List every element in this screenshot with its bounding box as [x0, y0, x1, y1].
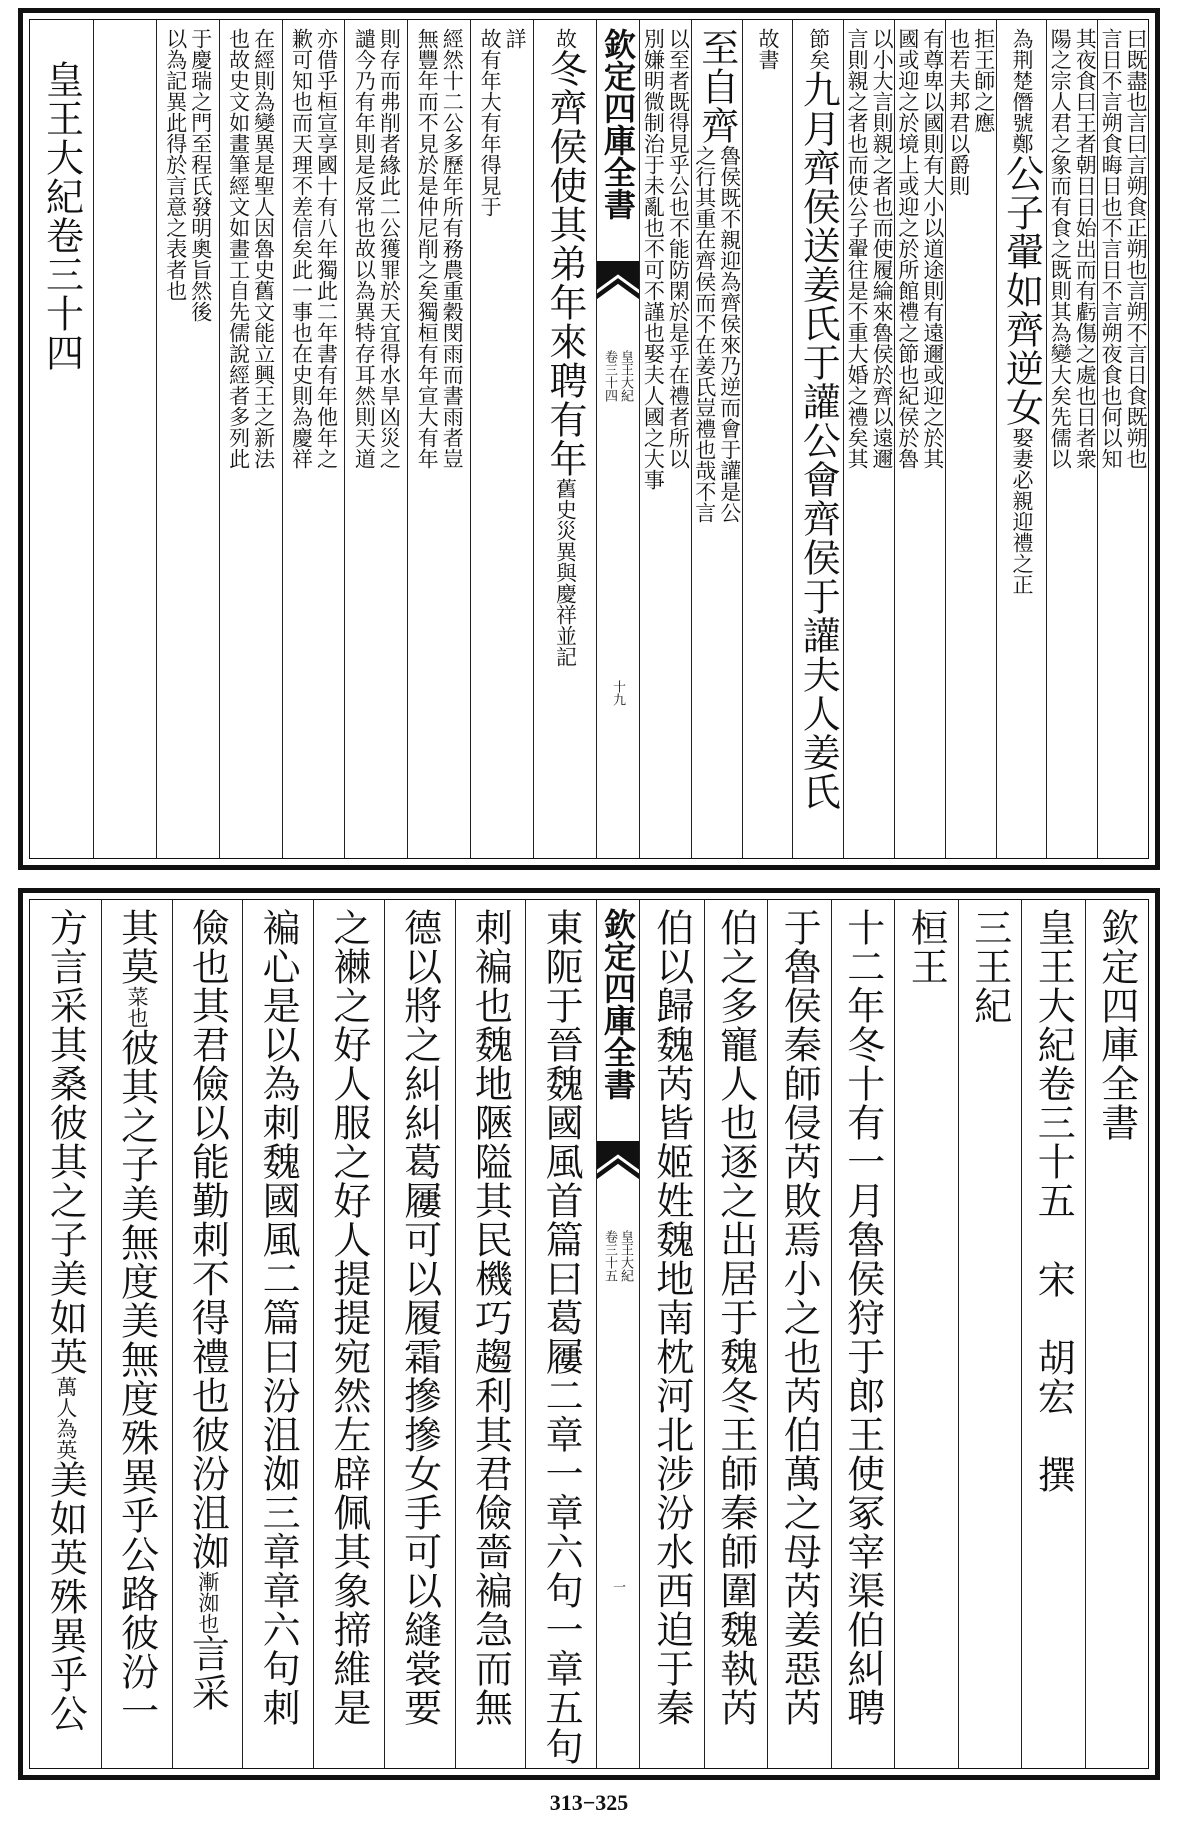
- main-text: 十二年冬十有一月魯侯狩于郎王使冢宰渠伯糾聘: [840, 908, 885, 1727]
- center-book: 皇王大紀: [618, 1230, 633, 1282]
- commentary-pair: [555, 28, 576, 49]
- commentary-line: 故書: [755, 28, 780, 70]
- center-book: 皇王大紀: [618, 350, 633, 402]
- main-text: 于魯侯秦師侵芮敗焉小之也芮伯萬之母芮姜惡芮: [777, 908, 822, 1727]
- commentary-line: 也若夫邦君以爵則: [946, 28, 971, 196]
- commentary-line: 以小大言則親之者也而使履綸來魯侯於齊以遠邇: [870, 28, 894, 469]
- main-text: 桓王: [904, 908, 949, 986]
- center-volume: 卷三十五: [602, 1230, 617, 1282]
- main-text: 伯之多寵人也逐之出居于魏冬王師秦師圍魏執芮: [713, 908, 758, 1727]
- text-column: [30, 20, 93, 858]
- column-content: [534, 28, 596, 667]
- commentary-pair: [228, 28, 274, 469]
- bottom-page-frame: [29, 899, 1149, 1769]
- main-text: 九月齊侯送姜氏于讙公會齊侯于讙夫人姜氏: [796, 70, 841, 811]
- main-text: 褊心是以為刺魏國風二篇曰汾沮洳三章章六句刺: [256, 908, 301, 1727]
- commentary-line: 以至者既得見乎公也不能防閑於是乎在禮者所以: [666, 28, 691, 469]
- main-text: 至自齊: [694, 28, 739, 145]
- column-content: [471, 28, 533, 217]
- commentary-line: 則存而弗削者緣此二公獲罪於天宜得水旱凶災之: [377, 28, 402, 469]
- main-text: 刺褊也魏地陿隘其民機巧趨利其君儉嗇褊急而無: [468, 908, 513, 1727]
- column-content: [30, 908, 101, 1733]
- commentary-line: 國或迎之於境上或迎之於所館禮之節也紀侯於魯: [895, 28, 920, 469]
- commentary-line: 亦借乎桓宣享國十有八年獨此二年書有年他年之: [314, 28, 339, 469]
- inline-note: 萬人為英: [53, 1376, 78, 1460]
- text-column: [172, 900, 243, 1768]
- main-text: 言采: [185, 1634, 230, 1712]
- inline-note: 漸洳也: [195, 1571, 220, 1634]
- main-text: 公子翬如齊逆女: [999, 154, 1044, 427]
- commentary-line: 故有年大有年得見于: [478, 28, 503, 217]
- column-content: [283, 28, 345, 469]
- main-text: 彼其之子美無度美無度殊異乎公路彼汾一: [114, 1028, 159, 1730]
- main-text: 三王紀: [967, 908, 1012, 1025]
- commentary-line: 言則親之者也而使公子翬往是不重大婚之禮矣其: [845, 28, 870, 469]
- text-column: [101, 900, 172, 1768]
- main-text: 儉也其君儉以能勤刺不得禮也彼汾沮洳: [185, 908, 230, 1571]
- commentary-line: 陽之宗人君之象而有食之既則其為變大矣先儒以: [1048, 28, 1073, 469]
- commentary-line: 別嫌明微制治于未亂也不可不謹也娶夫人國之大事: [641, 28, 666, 490]
- column-content: [157, 28, 219, 322]
- text-column: [525, 900, 596, 1768]
- column-content: [220, 28, 282, 469]
- commentary-line: 曰既盡也言曰言朔食正朔也言朔不言日食既朔也: [1124, 28, 1148, 469]
- column-content: [314, 908, 384, 1727]
- bottom-left-columns: [30, 900, 1148, 1768]
- text-column: [533, 20, 596, 858]
- inline-note: 菜也: [125, 986, 150, 1028]
- text-column: [93, 20, 156, 858]
- commentary-line: 故: [553, 28, 578, 49]
- text-column: [282, 20, 345, 858]
- text-column: [344, 20, 407, 858]
- commentary-line: 以為記異此得於言意之表者也: [163, 28, 188, 301]
- text-column: [407, 20, 470, 858]
- commentary-line: 無豐年而不見於是仲尼削之矣獨桓有年宣大有年: [415, 28, 440, 469]
- column-content: [526, 908, 596, 1766]
- main-text: 冬齊侯使其弟年來聘有年: [543, 49, 588, 478]
- top-page: [18, 8, 1160, 870]
- commentary-line: 娶妻必親迎禮之正: [1009, 427, 1034, 595]
- column-content: [408, 28, 470, 469]
- page-footer-number: 313−325: [549, 1790, 629, 1815]
- top-left-columns: [30, 20, 1148, 858]
- main-text: 欽定四庫全書: [1094, 908, 1139, 1142]
- column-content: [102, 908, 172, 1730]
- center-title: 欽定四庫全書: [599, 28, 637, 220]
- bottom-page: [18, 888, 1160, 1780]
- main-text: 東阨于晉魏國風首篇曰葛屨二章一章六句一章五句: [539, 908, 584, 1766]
- main-text: 伯以歸魏芮皆姬姓魏地南枕河北涉汾水西迫于秦: [649, 908, 694, 1727]
- commentary-line: 拒王師之應: [971, 28, 996, 133]
- text-column: [455, 900, 526, 1768]
- top-page-frame: [29, 19, 1149, 859]
- commentary-pair: [165, 28, 211, 322]
- commentary-line: 其夜食曰王者朝日日始出而有虧傷之處也日者衆: [1073, 28, 1098, 469]
- main-text: 德以將之糾糾葛屨可以履霜摻摻女手可以縫裳要: [397, 908, 442, 1727]
- commentary-line: 在經則為變異是聖人因魯史舊文能立興王之新法: [251, 28, 276, 469]
- center-volume: 卷三十四: [602, 350, 617, 402]
- commentary-line: 舊史災異與慶祥並記: [553, 478, 578, 667]
- text-column: [242, 900, 313, 1768]
- commentary-pair: [555, 478, 576, 667]
- commentary-line: 也故史文如畫筆經文如畫工自先儒說經者多列此: [226, 28, 251, 469]
- column-content: [345, 28, 407, 469]
- commentary-line: 譴今乃有年則是反常也故以為異特存耳然則天道: [352, 28, 377, 469]
- text-column: [219, 20, 282, 858]
- main-text: 其莫: [114, 908, 159, 986]
- commentary-line: 言日不言朔食晦日也不言日不言朔夜食也何以知: [1099, 28, 1124, 469]
- commentary-pair: [352, 28, 402, 469]
- text-column: [384, 900, 455, 1768]
- commentary-line: 之行其重在齊侯而不在姜氏豈禮也哉不言: [692, 145, 717, 523]
- main-text: 皇王大紀卷三十五: [1031, 908, 1076, 1220]
- author-line: 宋 胡宏 撰: [1031, 1260, 1076, 1494]
- commentary-line: 于慶瑞之門至程氏發明奧旨然後: [188, 28, 213, 322]
- center-page: 一: [610, 1580, 625, 1593]
- column-content: [243, 908, 313, 1727]
- commentary-line: 節矣: [806, 28, 831, 70]
- commentary-pair: [289, 28, 339, 469]
- commentary-line: 魯侯既不親迎為齊侯來乃逆而會于讙是公: [717, 145, 742, 523]
- text-column: [156, 20, 219, 858]
- center-title: 欽定四庫全書: [599, 908, 637, 1100]
- column-content: [385, 908, 455, 1727]
- main-text: 美如英殊異乎公: [43, 1460, 88, 1733]
- commentary-pair: [478, 28, 528, 217]
- text-column: [313, 900, 384, 1768]
- main-text: 方言采其桑彼其之子美如英: [43, 908, 88, 1376]
- commentary-line: 歉可知也而天理不差信矣此一事也在史則為慶祥: [289, 28, 314, 469]
- commentary-line: 經然十二公多歷年所有務農重穀閔雨而書雨者豈: [440, 28, 465, 469]
- column-content: [456, 908, 526, 1727]
- commentary-line: 有尊卑以國則有大小以道途則有遠邇或迎之於其: [920, 28, 945, 469]
- center-page: 十九: [610, 680, 625, 706]
- main-text: 之襋之好人服之好人提提宛然左辟佩其象揥維是: [326, 908, 371, 1727]
- volume-title: 皇王大紀卷三十四: [39, 60, 84, 372]
- commentary-pair: [415, 28, 465, 469]
- text-column: [470, 20, 533, 858]
- commentary-line: 詳: [503, 28, 528, 49]
- commentary-line: 為荆楚僭號鄭: [1009, 28, 1034, 154]
- column-content: [173, 908, 243, 1712]
- text-column: [30, 900, 101, 1768]
